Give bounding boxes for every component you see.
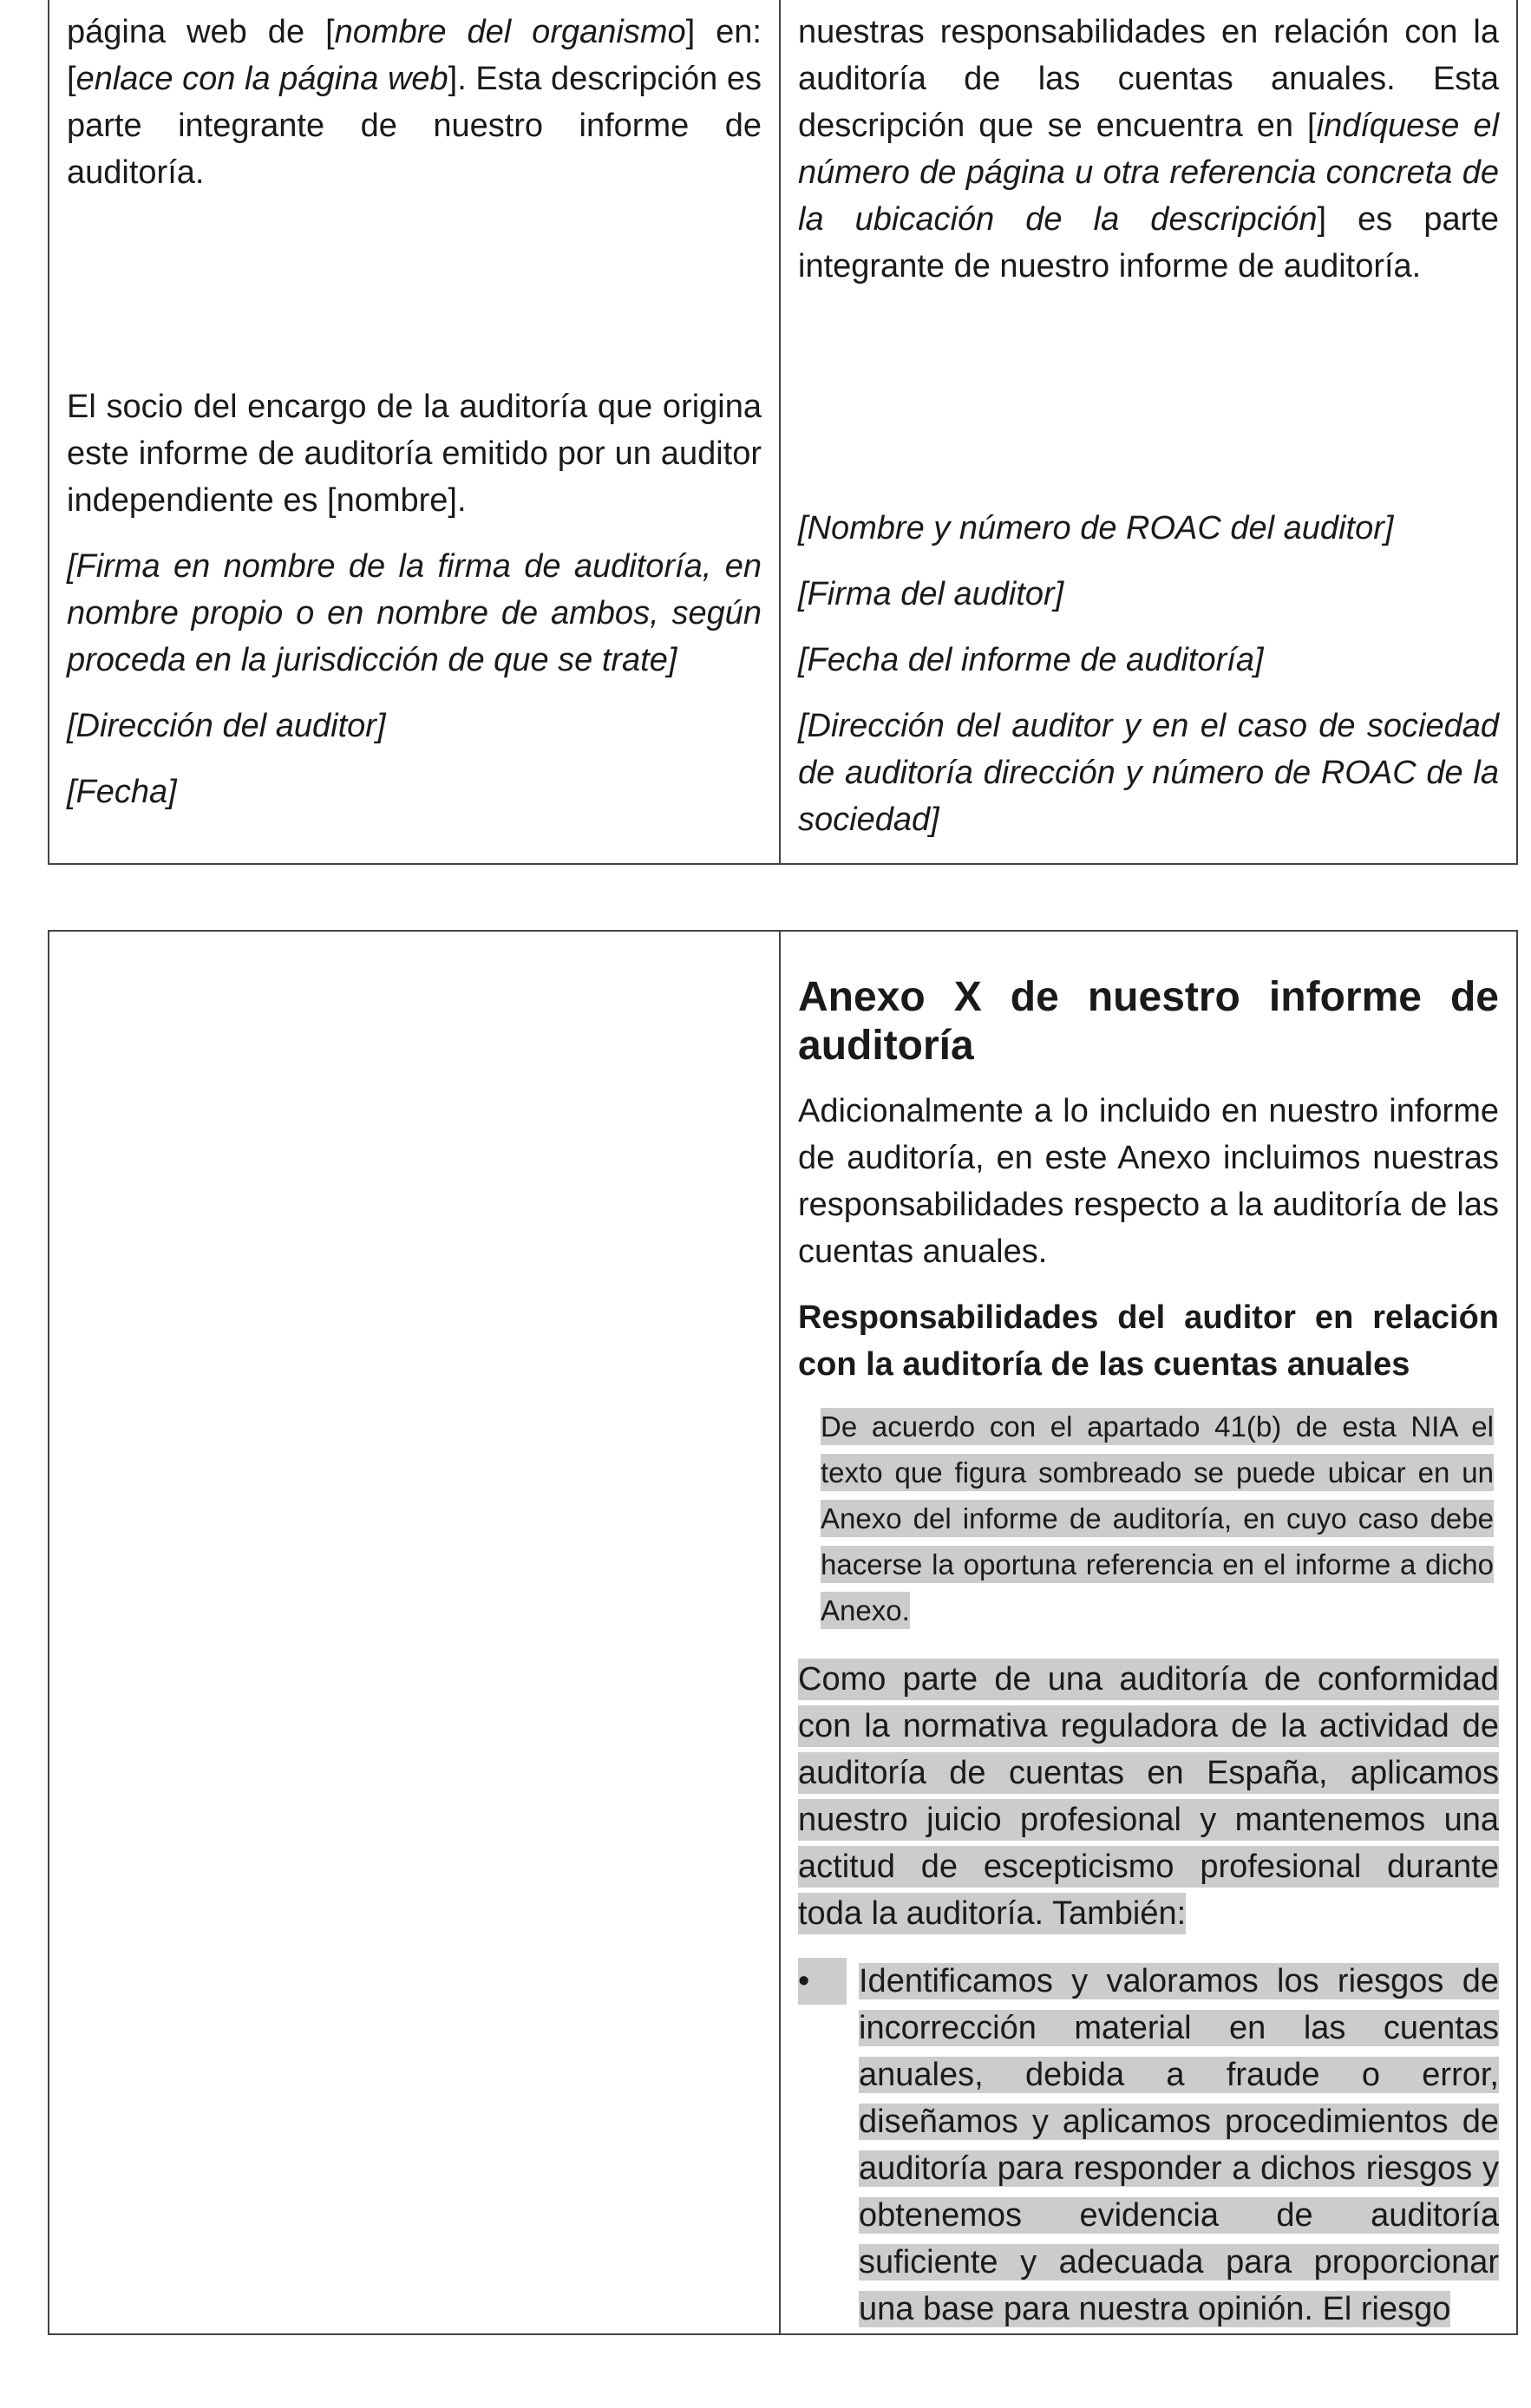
auditor-address-roac-placeholder: [Dirección del auditor y en el caso de sociedad de auditoría dirección y número de ROAC de la sociedad]: [798, 708, 1499, 838]
auditor-signature-placeholder: [Firma del auditor]: [798, 576, 1064, 612]
bullet-icon: •: [798, 1958, 859, 2333]
firm-signature-placeholder: [Firma en nombre de la firma de auditoría, en nombre propio o en nombre de ambos, según proceda en la jurisdicción de que se trate]: [67, 548, 762, 678]
table2-right-column: [781, 932, 1516, 2333]
auditor-name-roac-placeholder: [Nombre y número de ROAC del auditor]: [798, 510, 1394, 546]
auditor-responsibilities-heading: Responsabilidades del auditor en relación con la auditoría de las cuentas anuales: [798, 1299, 1499, 1383]
annex-intro-paragraph: Adicionalmente a lo incluido en nuestro informe de auditoría, en este Anexo incluimos nuestras responsabilidades respecto a la auditoría de las cuentas anuales.: [798, 1093, 1499, 1270]
auditor-address-placeholder: [Dirección del auditor]: [67, 708, 386, 744]
table2-left-column: [49, 932, 781, 2333]
engagement-partner-paragraph: El socio del encargo de la auditoría que origina este informe de auditoría emitido por un auditor independiente es [nombre].: [67, 389, 762, 519]
table1-left-column: [49, 0, 781, 863]
report-date-placeholder: [Fecha del informe de auditoría]: [798, 642, 1264, 678]
date-placeholder: [Fecha]: [67, 774, 177, 810]
list-item: [798, 1958, 1499, 2333]
web-description-paragraph: página web de [nombre del organismo] en: [enlace con la página web]. Esta descripción es parte integrante de nuestro informe de auditoría.: [67, 14, 762, 191]
risk-assessment-bullet: Identificamos y valoramos los riesgos de incorrección material en las cuentas anuales, debida a fraude o error, diseñamos y aplicamos procedimientos de auditoría para responder a dichos riesgos y obtenemos evidencia de auditoría suficiente y adecuada para proporcionar una base para nuestra opinión. El riesgo: [859, 1963, 1499, 2327]
table1-right-column: [781, 0, 1516, 863]
professional-judgement-paragraph: Como parte de una auditoría de conformidad con la normativa reguladora de la actividad de auditoría de cuentas en España, aplicamos nuestro juicio profesional y mantenemos una actitud de escepticismo profesional durante toda la auditoría. También:: [798, 1656, 1499, 1937]
guidance-note: De acuerdo con el apartado 41(b) de esta NIA el texto que figura sombreado se puede ubicar en un Anexo del informe de auditoría, en cuyo caso debe hacerse la oportuna referencia en el informe a dicho Anexo.: [821, 1404, 1494, 1633]
annex-title: Anexo X de nuestro informe de auditoría: [798, 974, 1499, 1069]
annex-table: [48, 930, 1518, 2335]
signature-table: [48, 0, 1518, 865]
responsibilities-reference-paragraph: nuestras responsabilidades en relación con la auditoría de las cuentas anuales. Esta descripción que se encuentra en [indíquese el número de página u otra referencia concreta de la ubicación de la descripción] es parte integrante de nuestro informe de auditoría.: [798, 14, 1500, 285]
